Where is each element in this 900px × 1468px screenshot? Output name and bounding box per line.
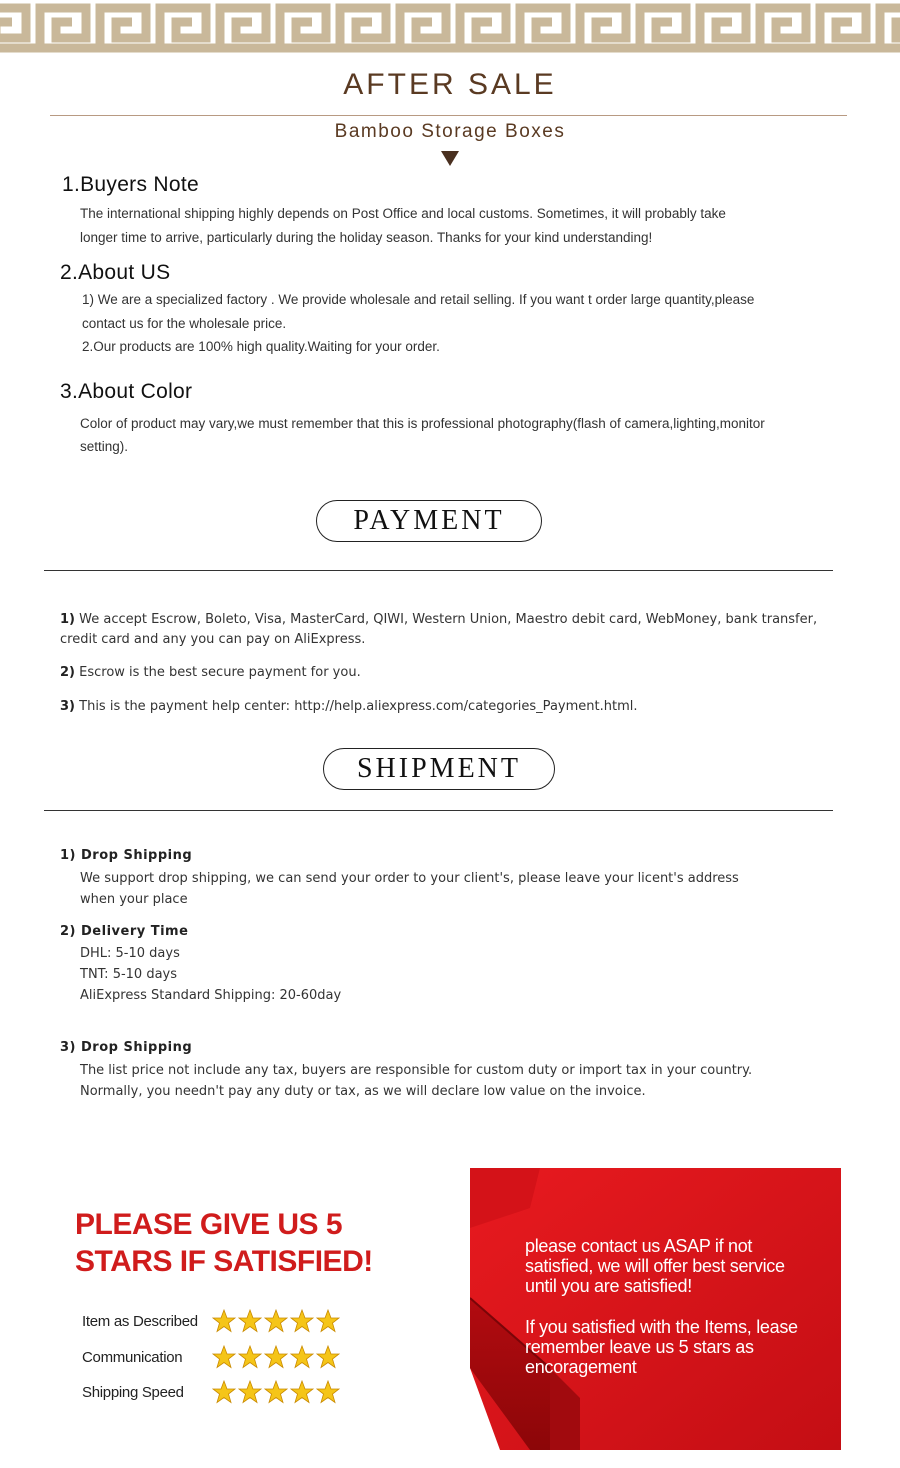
star-icon xyxy=(264,1345,288,1369)
star-icon xyxy=(238,1380,262,1404)
payment-divider xyxy=(44,570,833,571)
payment-item: 3) This is the payment help center: http://help.aliexpress.com/categories_Payment.html. xyxy=(60,699,638,714)
banner-headline: PLEASE GIVE US 5 STARS IF SATISFIED! xyxy=(75,1208,373,1278)
rating-label: Communication xyxy=(82,1348,183,1366)
shipment-heading-delivery-time: 2) Delivery Time xyxy=(60,924,189,939)
payment-item: 2) Escrow is the best secure payment for you. xyxy=(60,665,361,680)
feedback-banner xyxy=(0,1168,900,1450)
down-arrow-icon xyxy=(441,151,459,166)
star-icon xyxy=(290,1380,314,1404)
section-heading-about-us: 2.About US xyxy=(60,261,171,284)
section-heading-about-color: 3.About Color xyxy=(60,380,193,403)
rating-row xyxy=(82,1345,340,1369)
star-icon xyxy=(212,1345,236,1369)
star-rating xyxy=(212,1309,340,1333)
rating-label: Shipping Speed xyxy=(82,1383,184,1401)
rating-label: Item as Described xyxy=(82,1312,198,1330)
shipment-text-tax: The list price not include any tax, buyers are responsible for custom duty or import tax in your country. Normally, you needn't pay any duty or tax, as we will declare low value on the invoice. xyxy=(80,1063,753,1099)
shipment-text-delivery-time: DHL: 5-10 days TNT: 5-10 days AliExpress Standard Shipping: 20-60day xyxy=(80,946,342,1003)
star-icon xyxy=(212,1380,236,1404)
shipment-text-drop-shipping: We support drop shipping, we can send your order to your client's, please leave your licent's address when your place xyxy=(80,871,739,907)
page-subtitle: Bamboo Storage Boxes xyxy=(334,121,566,142)
shipment-section-label: SHIPMENT xyxy=(323,748,555,790)
shipment-divider xyxy=(44,810,833,811)
star-icon xyxy=(238,1309,262,1333)
greek-key-border xyxy=(0,0,900,55)
banner-message-stars: If you satisfied with the Items, lease remember leave us 5 stars as encoragement xyxy=(525,1317,798,1377)
banner-left-panel xyxy=(0,1168,470,1450)
red-gift-box-image xyxy=(470,1168,841,1450)
shipment-heading-drop-shipping: 1) Drop Shipping xyxy=(60,848,193,863)
section-text-about-color: Color of product may vary,we must remember that this is professional photography(flash of camera,lighting,monitor setting). xyxy=(80,416,765,454)
star-icon xyxy=(316,1309,340,1333)
payment-section-label: PAYMENT xyxy=(316,500,542,542)
shipment-heading-tax: 3) Drop Shipping xyxy=(60,1040,193,1055)
star-rating xyxy=(212,1345,340,1369)
star-icon xyxy=(290,1345,314,1369)
page-title: AFTER SALE xyxy=(343,68,557,101)
star-icon xyxy=(238,1345,262,1369)
payment-item: 1) We accept Escrow, Boleto, Visa, MasterCard, QIWI, Western Union, Maestro debit card, WebMoney, bank transfer, credit card and any you can pay on AliExpress. xyxy=(60,612,818,647)
star-icon xyxy=(316,1345,340,1369)
banner-message-contact: please contact us ASAP if not satisfied, we will offer best service until you are satisfied! xyxy=(525,1236,785,1296)
section-text-buyers-note: The international shipping highly depends on Post Office and local customs. Sometimes, it will probably take longer time to arrive, particularly during the holiday season. Thanks for your kind understanding! xyxy=(80,206,726,245)
section-text-about-us: 1) We are a specialized factory . We provide wholesale and retail selling. If you want t order large quantity,please contact us for the wholesale price. 2.Our products are 100% high quality.Waiting for your order. xyxy=(82,292,755,354)
star-icon xyxy=(316,1380,340,1404)
star-icon xyxy=(290,1309,314,1333)
section-heading-buyers-note: 1.Buyers Note xyxy=(62,173,199,196)
rating-row xyxy=(82,1309,340,1333)
star-rating xyxy=(212,1380,340,1404)
title-divider xyxy=(50,115,847,116)
star-icon xyxy=(264,1309,288,1333)
star-icon xyxy=(212,1309,236,1333)
rating-row xyxy=(82,1380,340,1404)
star-icon xyxy=(264,1380,288,1404)
